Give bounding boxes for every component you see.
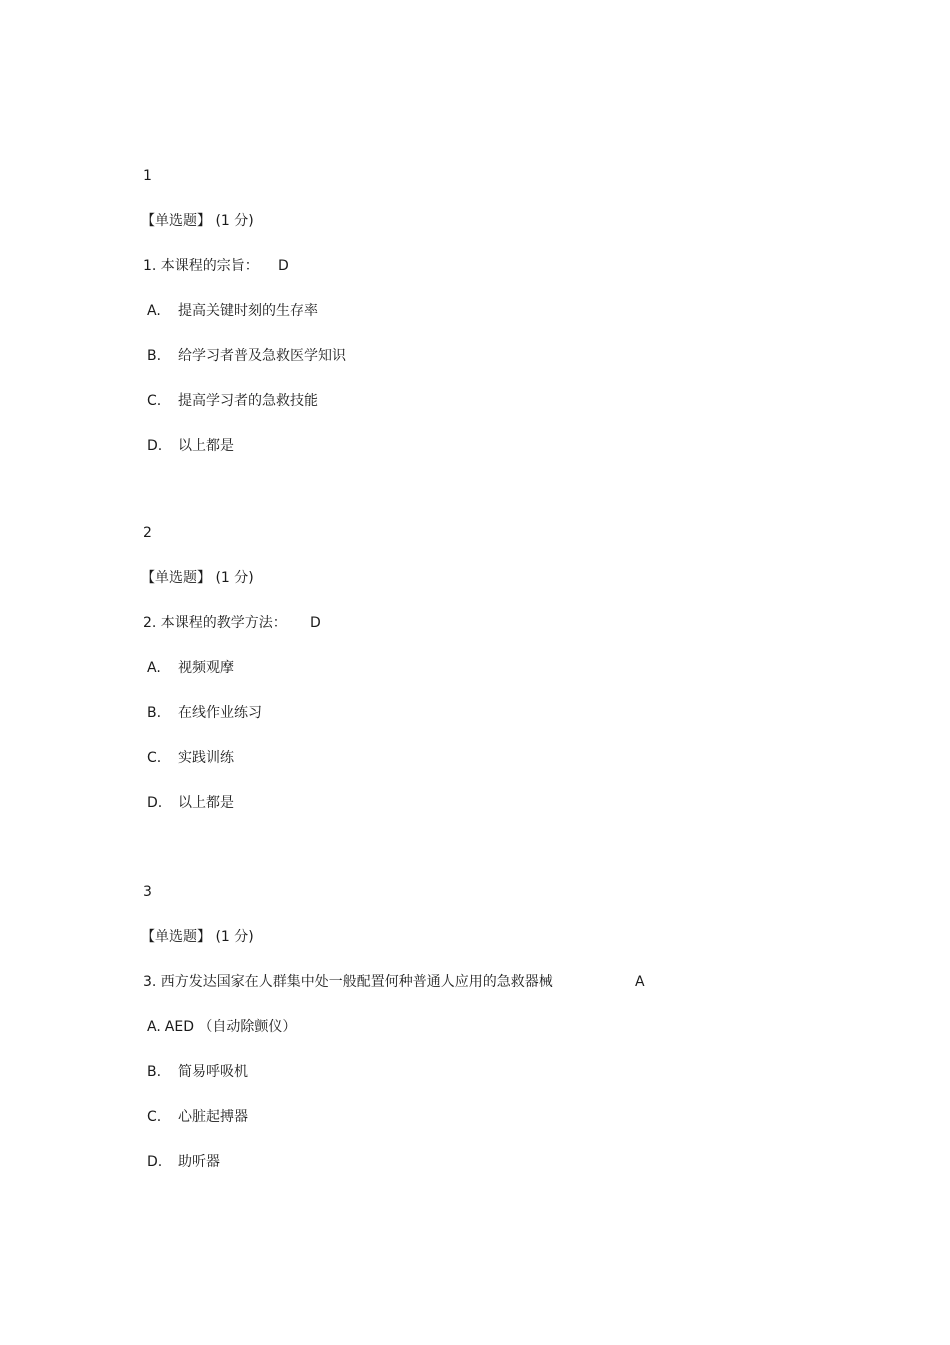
question-number: 2 [143,525,152,541]
option-b [143,346,843,366]
option-text: 以上都是 [178,438,234,454]
question-number: 1 [143,168,152,184]
option-text: 在线作业练习 [178,705,262,721]
question-3 [143,882,843,1197]
option-letter: C. [147,393,162,409]
option-a [143,301,843,321]
option-c [143,748,843,768]
question-answer: D [278,258,289,274]
option-d [143,793,843,813]
option-text: 实践训练 [178,750,234,766]
option-letter: A. [147,660,161,676]
question-2 [143,523,843,838]
option-b [143,1062,843,1082]
option-letter: D. [147,438,163,454]
question-type-label: 【单选题】 (1 分) [141,213,254,229]
option-letter: B. [147,348,162,364]
option-letter: C. [147,1109,162,1125]
option-letter: B. [147,1064,162,1080]
option-text: 心脏起搏器 [178,1109,248,1125]
option-c [143,391,843,411]
question-stem [143,613,843,633]
option-letter: D. [147,1154,163,1170]
question-1 [143,166,843,481]
option-text: 视频观摩 [178,660,234,676]
option-a [143,1017,843,1037]
question-stem [143,256,843,276]
option-letter: B. [147,705,162,721]
option-a [143,658,843,678]
option-text: 提高关键时刻的生存率 [178,303,318,319]
option-d [143,1152,843,1172]
option-text: 给学习者普及急救医学知识 [178,348,346,364]
question-answer: A [635,974,645,990]
option-letter: A. [147,303,161,319]
option-text: 以上都是 [178,795,234,811]
question-stem [143,972,843,992]
question-number: 3 [143,884,152,900]
option-d [143,436,843,456]
option-text: 助听器 [178,1154,220,1170]
question-answer: D [310,615,321,631]
question-stem-text: 3. 西方发达国家在人群集中处一般配置何种普通人应用的急救器械 [143,974,553,990]
option-text: 简易呼吸机 [178,1064,248,1080]
question-stem-text: 1. 本课程的宗旨： [143,258,259,274]
option-b [143,703,843,723]
question-type-label: 【单选题】 (1 分) [141,570,254,586]
option-letter: C. [147,750,162,766]
option-c [143,1107,843,1127]
option-text: AED （自动除颤仪） [164,1019,297,1035]
question-stem-text: 2. 本课程的教学方法： [143,615,287,631]
option-text: 提高学习者的急救技能 [178,393,318,409]
option-letter: D. [147,795,163,811]
option-letter: A. [147,1019,161,1035]
question-type-label: 【单选题】 (1 分) [141,929,254,945]
